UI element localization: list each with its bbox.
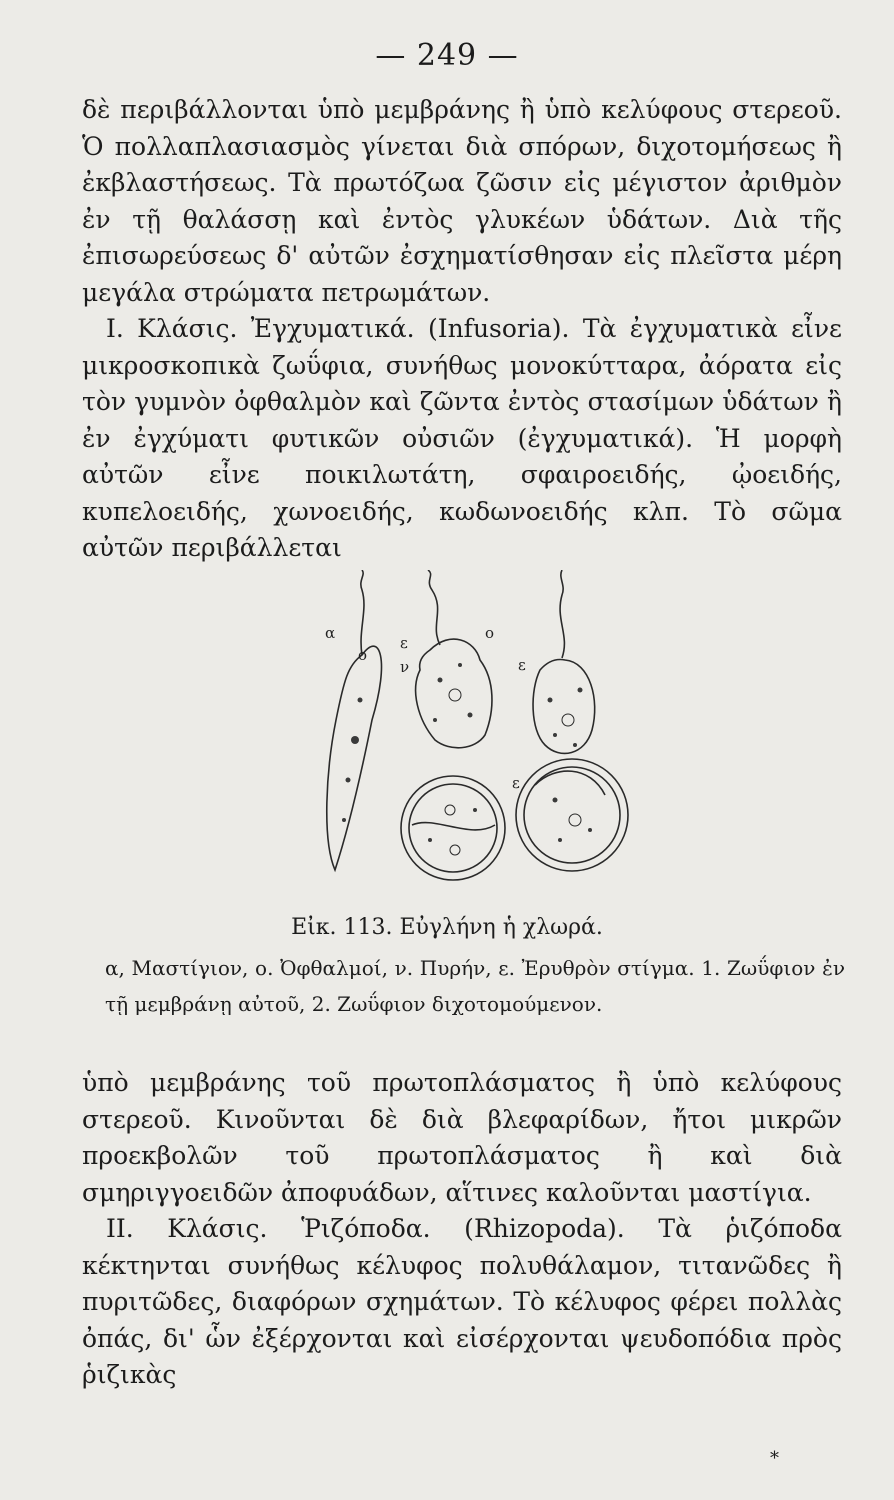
figure-euglena: [300, 570, 840, 910]
label-o: ο: [485, 624, 495, 642]
paragraph: ὑπὸ μεμβράνης τοῦ πρωτοπλάσματος ἢ ὑπὸ κελύφους στερεοῦ. Κινοῦνται δὲ διὰ βλεφαρίδων, ἤτοι μικρῶν προεκβολῶν τοῦ πρωτοπλάσματος ἢ καὶ διὰ σμηριγγοειδῶν ἀποφυάδων, αἵτινες καλοῦνται μαστίγια.: [82, 1068, 842, 1207]
label-e: ε: [512, 774, 520, 792]
elongated-cell: [327, 646, 382, 870]
label-e: ε: [518, 656, 526, 674]
label-o: ο: [358, 646, 368, 664]
figure-caption-title: Εἰκ. 113. Εὐγλήνη ἡ χλωρά.: [291, 915, 603, 940]
paragraph: δὲ περιβάλλονται ὑπὸ μεμβράνης ἢ ὑπὸ κελύφους στερεοῦ. Ὁ πολλαπλασιασμὸς γίνεται διὰ σπόρων, διχοτομήσεως ἢ ἐκβλαστήσεως. Τὰ πρωτόζωα ζῶσιν εἰς μέγιστον ἀριθμὸν ἐν τῇ θαλάσσῃ καὶ ἐντὸς γλυκέων ὑδάτων. Διὰ τῆς ἐπισωρεύσεως δ' αὐτῶν ἐσχηματίσθησαν εἰς πλεῖστα μέρη μεγάλα στρώματα πετρωμάτων.: [82, 95, 842, 307]
oval-cell: [533, 659, 595, 753]
paragraph-rhizopoda: II. Κλάσις. Ῥιζόποδα. (Rhizopoda). Τὰ ῥιζόποδα κέκτηνται συνήθως κέλυφος πολυθάλαμον, τιτανῶδες ἢ πυριτῶδες, διαφόρων σχημάτων. Τὸ κέλυφος φέρει πολλὰς ὀπάς, δι' ὧν ἐξέρχονται καὶ εἰσέρχονται ψευδοπόδια πρὸς ῥιζικὰς: [82, 1214, 842, 1389]
cyst-dividing-inner: [409, 784, 497, 872]
amoeboid-cell: [416, 639, 492, 748]
footnote-mark: *: [770, 1448, 779, 1469]
label-n: ν: [400, 658, 410, 676]
label-e: ε: [400, 634, 408, 652]
label-a: α: [325, 624, 336, 642]
body-text-bottom: [82, 1065, 842, 1394]
euglena-illustration: [300, 570, 840, 910]
paragraph-infusoria: I. Κλάσις. Ἐγχυματικά. (Infusoria). Τὰ ἐγχυματικὰ εἶνε μικροσκοπικὰ ζωΰφια, συνήθως μονοκύτταρα, ἀόρατα εἰς τὸν γυμνὸν ὀφθαλμὸν καὶ ζῶντα ἐντὸς στασίμων ὑδάτων ἢ ἐν ἐγχύματι φυτικῶν οὐσιῶν (ἐγχυματικά). Ἡ μορφὴ αὐτῶν εἶνε ποικιλωτάτη, σφαιροειδής, ᾠοειδής, κυπελοειδής, χωνοειδής, κωδωνοειδής κλπ. Τὸ σῶμα αὐτῶν περιβάλλεται: [82, 314, 842, 562]
flagellum: [560, 570, 564, 658]
body-text-top: [82, 92, 842, 567]
flagellum: [361, 570, 364, 655]
page-number: — 249 —: [375, 38, 519, 73]
flagellum: [428, 570, 440, 645]
figure-caption-legend: α, Μαστίγιον, ο. Ὀφθαλμοί, ν. Πυρήν, ε. Ἐρυθρὸν στίγμα. 1. Ζωΰφιον ἐν τῇ μεμβράνῃ αὐτοῦ, 2. Ζωΰφιον διχοτομούμενον.: [105, 956, 845, 1016]
